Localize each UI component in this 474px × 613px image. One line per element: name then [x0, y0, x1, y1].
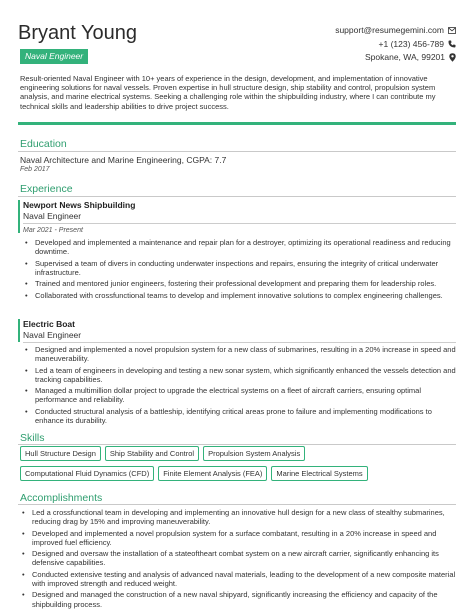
accomplishments-heading: Accomplishments	[20, 492, 103, 504]
contact-location	[335, 51, 456, 65]
job-accent-bar	[18, 200, 20, 233]
skill-row	[20, 466, 456, 481]
location-pin-icon	[449, 53, 456, 62]
accomplishment-item: • Led a crossfunctional team in developing and implementing an innovative hull design for a new class of stealthy submarines, reducing drag by 15% and improving maneuverability.	[28, 508, 464, 526]
job-title: Naval Engineer	[23, 211, 82, 221]
job-entry	[18, 200, 456, 302]
contact-block	[335, 24, 456, 65]
skill-tag: Ship Stability and Control	[105, 446, 199, 461]
skill-tag: Marine Electrical Systems	[271, 466, 367, 481]
job-bullets	[23, 345, 456, 425]
job-bullet: • Developed and implemented a maintenance and repair plan for a destroyer, optimizing its operational readiness and reducing downtime.	[31, 238, 456, 256]
accomplishment-item: • Developed and implemented a novel propulsion system for a surface combatant, resulting in a 20% increase in speed and improved fuel efficiency.	[28, 529, 464, 547]
job-bullets	[23, 238, 456, 300]
skill-tag: Propulsion System Analysis	[203, 446, 305, 461]
accomplishment-item: • Designed and oversaw the installation of a stateoftheart combat system on a new aircraft carrier, significantly enhancing its defensive capabilities.	[28, 549, 464, 567]
job-divider	[23, 223, 456, 224]
accomplishments-list	[20, 508, 464, 611]
mail-icon	[448, 27, 456, 34]
accomplishment-item: • Designed and managed the construction of a new naval shipyard, significantly increasing the efficiency and capacity of the shipbuilding process.	[28, 590, 464, 608]
location-text: Spokane, WA, 99201	[364, 52, 445, 63]
job-entry	[18, 319, 456, 427]
job-accent-bar	[18, 319, 20, 342]
skills-heading: Skills	[20, 432, 45, 444]
skills-list	[20, 446, 456, 486]
experience-heading: Experience	[20, 183, 73, 195]
phone-icon	[448, 40, 456, 48]
skill-tag: Finite Element Analysis (FEA)	[158, 466, 267, 481]
contact-phone	[335, 38, 456, 52]
experience-rule	[18, 196, 456, 197]
skill-tag: Computational Fluid Dynamics (CFD)	[20, 466, 154, 481]
job-bullet: • Collaborated with crossfunctional teams to develop and implement innovative solutions to complex engineering challenges.	[31, 291, 456, 300]
job-company: Electric Boat	[23, 319, 75, 329]
job-bullet: • Conducted structural analysis of a battleship, identifying critical areas prone to failure and implementing modifications to enhance its durability.	[31, 407, 456, 425]
job-bullet: • Designed and implemented a novel propulsion system for a new class of submarines, resulting in a 20% increase in speed and maneuverability.	[31, 345, 456, 363]
skill-tag: Hull Structure Design	[20, 446, 101, 461]
education-date: Feb 2017	[20, 166, 50, 173]
job-bullet: • Trained and mentored junior engineers, fostering their professional development and preparing them for leadership roles.	[31, 279, 456, 288]
job-bullet: • Supervised a team of divers in conducting underwater inspections and repairs, ensuring the integrity of critical underwater infrastructure.	[31, 259, 456, 277]
education-degree: Naval Architecture and Marine Engineering, CGPA: 7.7	[20, 155, 227, 165]
phone-text: +1 (123) 456-789	[378, 38, 444, 49]
role-badge: Naval Engineer	[20, 49, 88, 64]
summary-paragraph: Result-oriented Naval Engineer with 10+ years of experience in the design, development, and implementation of innovative engineering solutions for naval vessels. Proven expertise in hull structure design, ship stability and control, propulsion system analysis, and marine electrical systems. Seeking a challenging role within the shipbuilding industry, where I can contribute my technical skills and leadership abilities to drive project success.	[20, 74, 436, 111]
education-rule	[18, 151, 456, 152]
contact-email	[335, 24, 456, 38]
job-title: Naval Engineer	[23, 330, 82, 340]
job-divider	[23, 342, 456, 343]
skills-rule	[18, 444, 456, 445]
job-company: Newport News Shipbuilding	[23, 200, 136, 210]
job-bullet: • Led a team of engineers in developing and testing a new sonar system, which significantly enhanced the vessels detection and tracking capabilities.	[31, 366, 456, 384]
summary-divider	[18, 122, 456, 125]
skill-row	[20, 446, 456, 461]
education-heading: Education	[20, 138, 67, 150]
email-text[interactable]: support@resumegemini.com	[335, 25, 444, 35]
accomplishment-item: • Conducted extensive testing and analysis of advanced naval materials, leading to the development of a new composite material with improved strength and reduced weight.	[28, 570, 464, 588]
candidate-name: Bryant Young	[18, 22, 137, 44]
job-bullet: • Managed a multimillion dollar project to upgrade the electrical systems on a fleet of aircraft carriers, ensuring optimal performance and reliability.	[31, 386, 456, 404]
job-date: Mar 2021 - Present	[23, 227, 83, 234]
accomplishments-rule	[18, 504, 456, 505]
